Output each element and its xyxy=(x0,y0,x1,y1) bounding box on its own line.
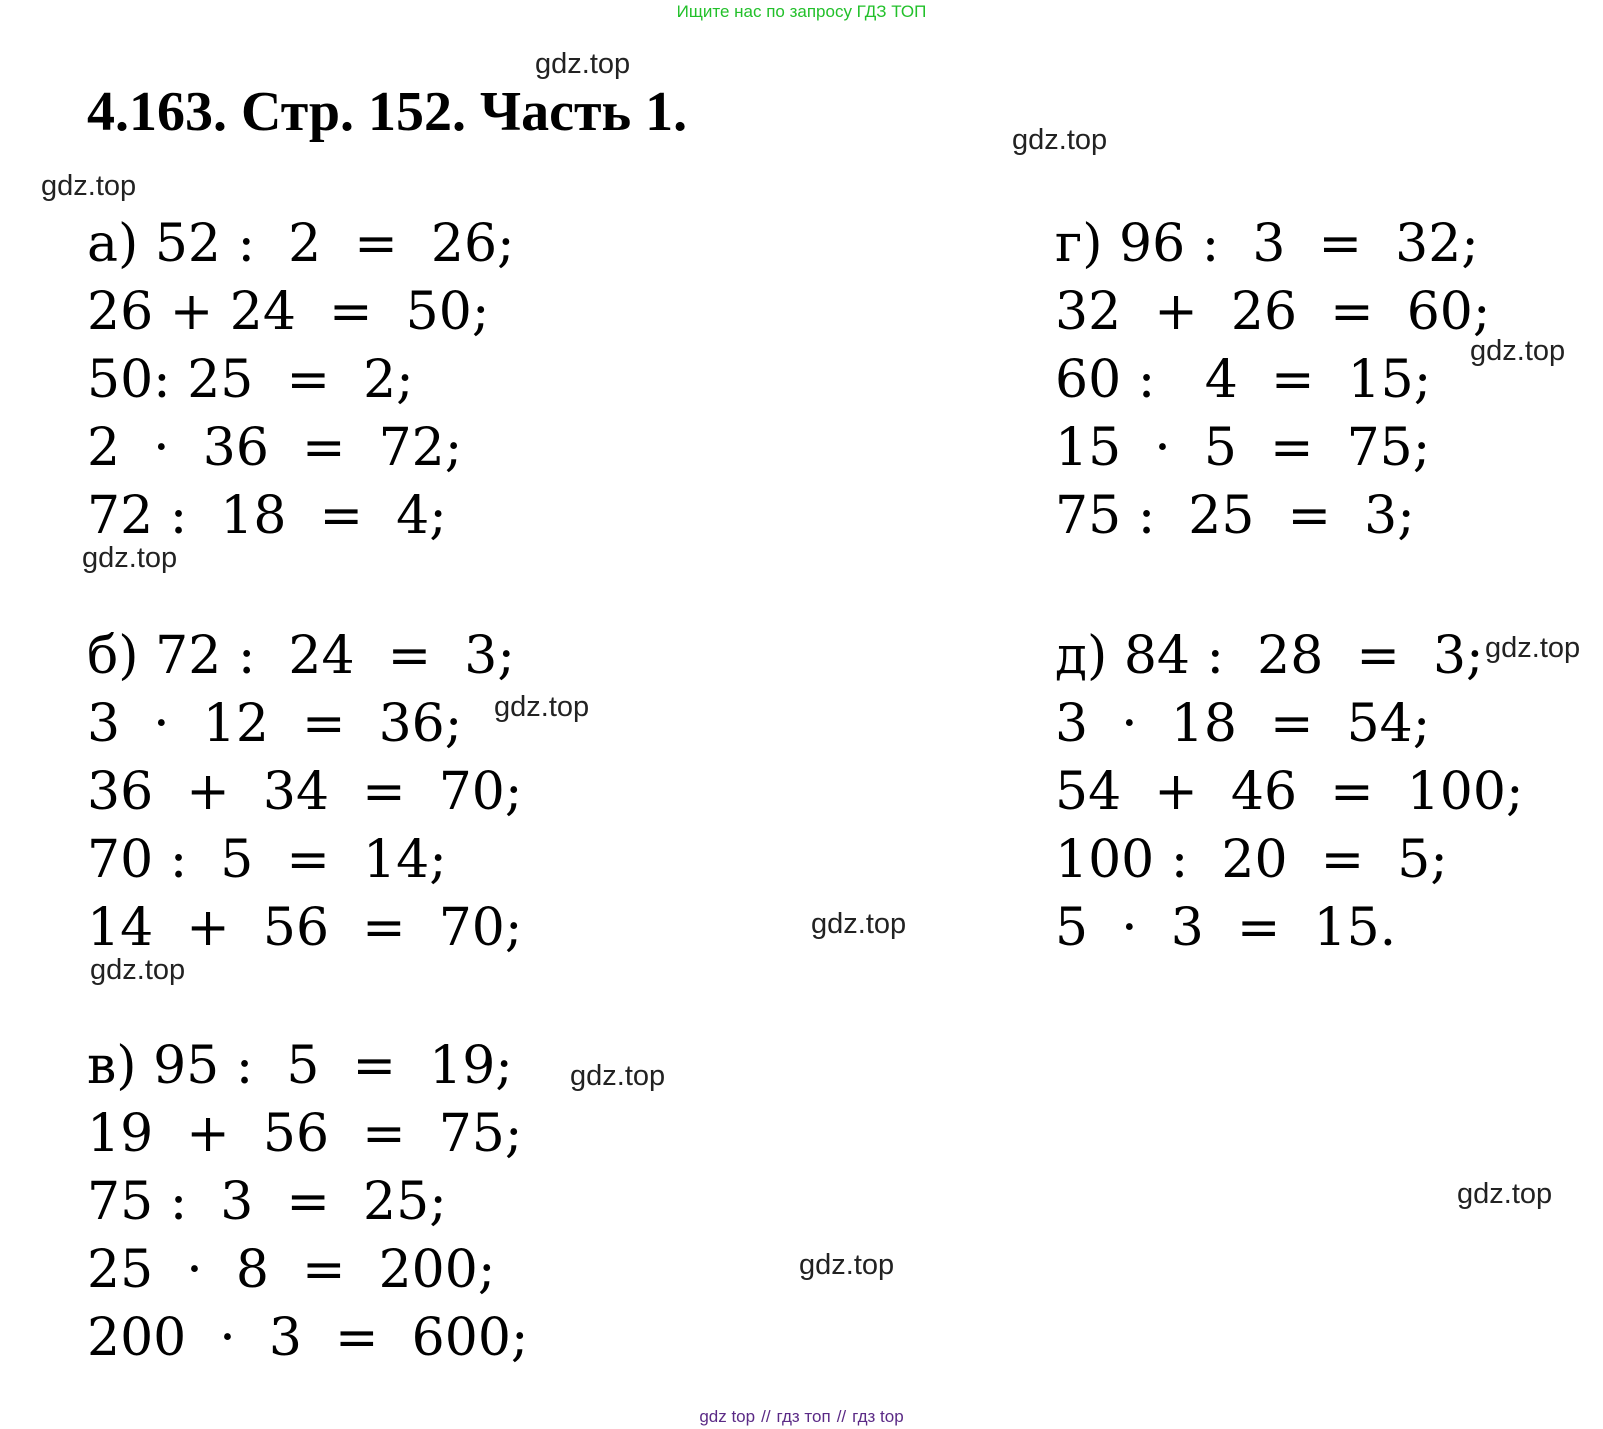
equation-line: 75 : 3 = 25; xyxy=(87,1172,447,1232)
equation-line: 19 + 56 = 75; xyxy=(87,1104,523,1164)
equation-line: 50: 25 = 2; xyxy=(87,350,414,410)
equation-line: 54 + 46 = 100; xyxy=(1055,762,1524,822)
equation-line: 3 · 18 = 54; xyxy=(1055,694,1431,754)
equation-line: 70 : 5 = 14; xyxy=(87,830,447,890)
watermark: gdz.top xyxy=(535,48,631,80)
equation-line: а) 52 : 2 = 26; xyxy=(87,214,515,274)
equation-line: 75 : 25 = 3; xyxy=(1055,486,1415,546)
watermark: gdz.top xyxy=(82,542,178,574)
watermark: gdz.top xyxy=(1457,1178,1553,1210)
footer-link[interactable]: гдз топ xyxy=(776,1407,831,1426)
watermark: gdz.top xyxy=(570,1060,666,1092)
equation-line: б) 72 : 24 = 3; xyxy=(87,626,515,686)
equation-line: 25 · 8 = 200; xyxy=(87,1240,496,1300)
page-title: 4.163. Стр. 152. Часть 1. xyxy=(87,81,688,143)
equation-line: 14 + 56 = 70; xyxy=(87,898,523,958)
equation-line: 72 : 18 = 4; xyxy=(87,486,447,546)
footer-separator: // xyxy=(836,1407,847,1426)
footer-link[interactable]: gdz top xyxy=(699,1407,756,1426)
top-banner: Ищите нас по запросу ГДЗ ТОП xyxy=(676,2,927,21)
watermark: gdz.top xyxy=(1485,632,1581,664)
equation-line: 5 · 3 = 15. xyxy=(1055,898,1397,958)
watermark: gdz.top xyxy=(1012,124,1108,156)
equation-line: 3 · 12 = 36; xyxy=(87,694,463,754)
watermark: gdz.top xyxy=(41,170,137,202)
footer-link[interactable]: гдз top xyxy=(852,1407,904,1426)
equation-line: 36 + 34 = 70; xyxy=(87,762,523,822)
equation-line: 15 · 5 = 75; xyxy=(1055,418,1431,478)
equation-line: 32 + 26 = 60; xyxy=(1055,282,1491,342)
equation-line: г) 96 : 3 = 32; xyxy=(1055,214,1479,274)
watermark: gdz.top xyxy=(811,908,907,940)
equation-line: 26 + 24 = 50; xyxy=(87,282,490,342)
equation-line: 2 · 36 = 72; xyxy=(87,418,463,478)
equation-line: в) 95 : 5 = 19; xyxy=(87,1036,513,1096)
watermark: gdz.top xyxy=(494,691,590,723)
footer-links xyxy=(0,1407,1603,1427)
watermark: gdz.top xyxy=(799,1249,895,1281)
equation-line: 60 : 4 = 15; xyxy=(1055,350,1432,410)
equation-line: д) 84 : 28 = 3; xyxy=(1055,626,1484,686)
equation-line: 100 : 20 = 5; xyxy=(1055,830,1448,890)
footer-separator: // xyxy=(761,1407,771,1426)
watermark: gdz.top xyxy=(90,954,186,986)
equation-line: 200 · 3 = 600; xyxy=(87,1308,529,1368)
watermark: gdz.top xyxy=(1470,335,1566,367)
